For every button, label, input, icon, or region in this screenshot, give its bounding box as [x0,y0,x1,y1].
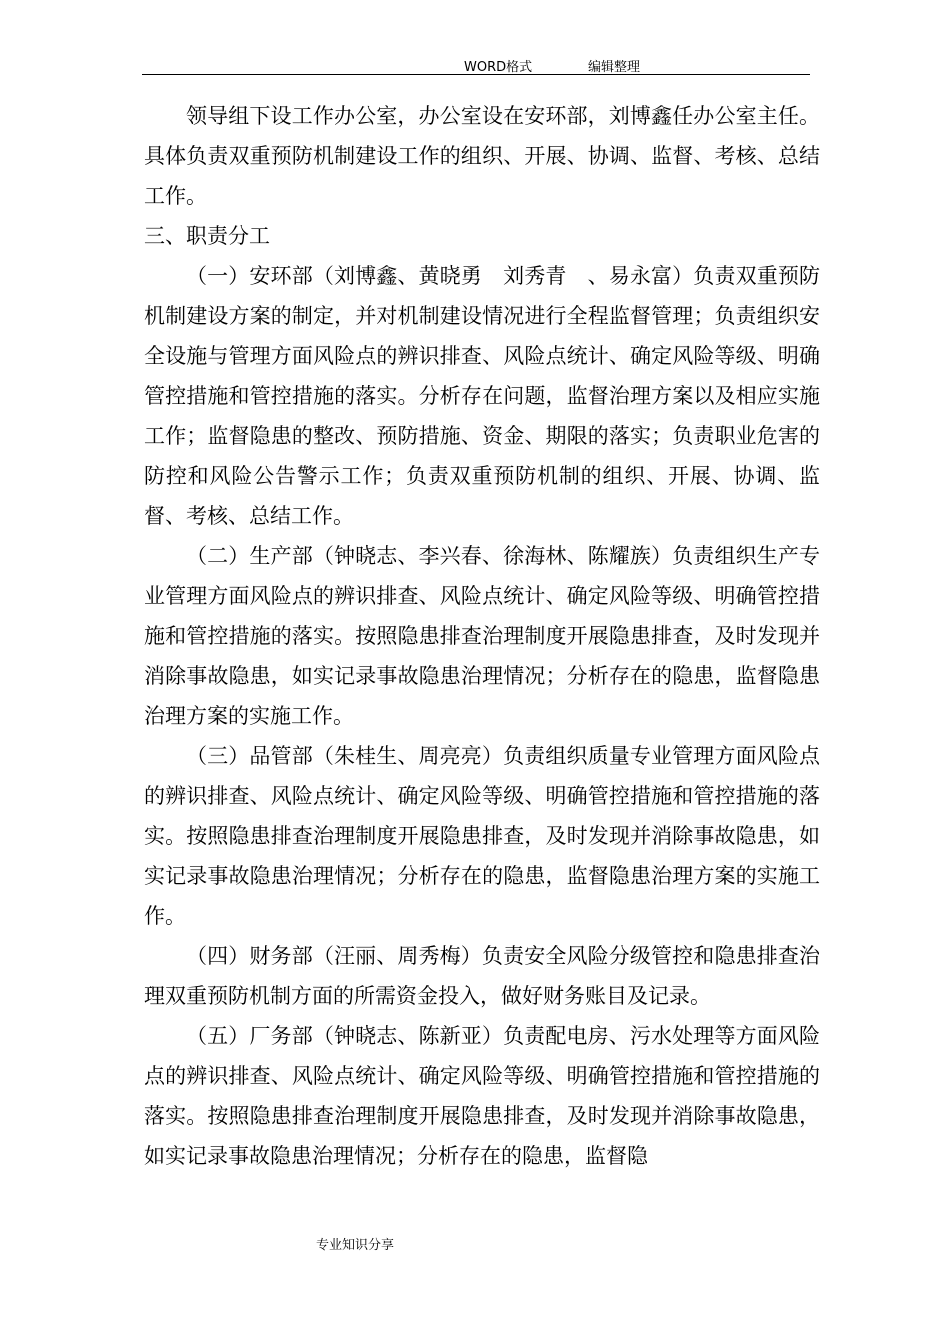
paragraph-quality-dept: （三）品管部（朱桂生、周亮亮）负责组织质量专业管理方面风险点的辨识排查、风险点统计、确定风险等级、明确管控措施和管控措施的落实。按照隐患排查治理制度开展隐患排查，及时发现并消除事故隐患，如实记录事故隐患治理情况；分析存在的隐患，监督隐患治理方案的实施工作。 [144,744,820,928]
document-body [144,96,820,1176]
paragraph-office-setup: 领导组下设工作办公室，办公室设在安环部，刘博鑫任办公室主任。具体负责双重预防机制建设工作的组织、开展、协调、监督、考核、总结工作。 [144,104,820,208]
section-heading-duties: 三、职责分工 [144,224,270,248]
paragraph-production-dept: （二）生产部（钟晓志、李兴春、徐海林、陈耀族）负责组织生产专业管理方面风险点的辨识排查、风险点统计、确定风险等级、明确管控措施和管控措施的落实。按照隐患排查治理制度开展隐患排查，及时发现并消除事故隐患，如实记录事故隐患治理情况；分析存在的隐患，监督隐患治理方案的实施工作。 [144,544,820,728]
paragraph-facilities-dept: （五）厂务部（钟晓志、陈新亚）负责配电房、污水处理等方面风险点的辨识排查、风险点统计、确定风险等级、明确管控措施和管控措施的落实。按照隐患排查治理制度开展隐患排查，及时发现并消除事故隐患，如实记录事故隐患治理情况；分析存在的隐患，监督隐 [144,1024,820,1168]
paragraph-finance-dept: （四）财务部（汪丽、周秀梅）负责安全风险分级管控和隐患排查治理双重预防机制方面的所需资金投入，做好财务账目及记录。 [144,944,820,1008]
page-footer: 专业知识分享 [316,1238,395,1253]
header-format-label: WORD格式 [464,60,533,75]
paragraph-safety-dept: （一）安环部（刘博鑫、黄晓勇 刘秀青 、易永富）负责双重预防机制建设方案的制定，并对机制建设情况进行全程监督管理；负责组织安全设施与管理方面风险点的辨识排查、风险点统计、确定风险等级、明确管控措施和管控措施的落实。分析存在问题，监督治理方案以及相应实施工作；监督隐患的整改、预防措施、资金、期限的落实；负责职业危害的防控和风险公告警示工作；负责双重预防机制的组织、开展、协调、监督、考核、总结工作。 [144,264,820,528]
header-edit-label: 编辑整理 [588,60,641,75]
page-header [142,54,810,75]
